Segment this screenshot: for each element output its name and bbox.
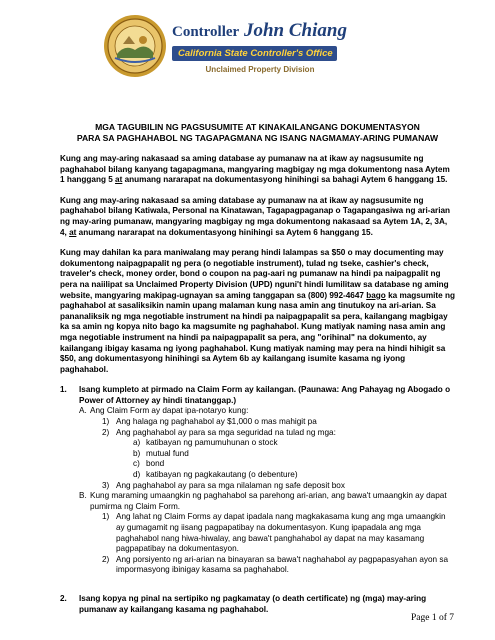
document-body <box>60 122 455 615</box>
p3-underlined: bago <box>366 290 386 300</box>
subitem-text: katibayan ng pamumuhunan o stock <box>146 438 278 448</box>
subitem-marker: A. <box>79 406 87 416</box>
subitem-text: Kung maraming umaangkin ng paghahabol sa parehong ari-arian, ang bawa't umaangkin ay dapat pumirma ng Claim Form. <box>90 491 447 511</box>
office-banner <box>172 46 337 61</box>
subitem-marker: b) <box>133 448 141 458</box>
p2-text-a: Kung ang may-aring nakasaad sa aming database ay pumanaw na at ikaw ay nagsusumite ng paghahabol bilang Katiwala, Personal na Kinatawan, Tagapagpaganap o Tagapangasiwa ng ari-arian ng may-aring pumanaw, mangyaring magbigay ng mga dokumentong nakasaad sa Aytem 1A, 2, 3A, 4, <box>60 195 451 237</box>
subitem-a <box>60 438 455 449</box>
subitem-B2 <box>60 555 455 576</box>
p1-text-b: anumang nararapat na dokumentasyong hinihingi sa bahagi Aytem 6 hanggang 15. <box>122 175 448 185</box>
item-1-subitems <box>60 406 455 576</box>
state-seal-logo <box>103 14 167 78</box>
item-number: 2. <box>60 593 67 603</box>
paragraph-3 <box>60 248 455 375</box>
subitem-marker: 3) <box>102 480 110 490</box>
subitem-A <box>60 406 455 417</box>
subitem-marker: 2) <box>102 554 110 564</box>
subitem-A3 <box>60 481 455 492</box>
subitem-text: Ang porsiyento ng ari-arian na binayaran sa bawa't naghahabol ay pagpapasyahan ayon sa impormasyong ibinigay kasama sa paghahabol. <box>116 554 449 575</box>
p3-text-a: Kung may dahilan ka para maniwalang may perang hindi lalampas sa $50 o may documenting may dokumentong naipagpapalit ng pera (o negotiable instrument), tulad ng tseke, cashier's check, traveler's check, money order, bond o coupon na pag-aari ng pumanaw na hindi pa naipagpalit ng pera na naiilipat sa Unclaimed Property Division (UPD) nguni't hindi lumilitaw sa database ng aming website, mangyaring makipag-ugnayan sa aming tanggapan sa (800) 992-4647 <box>60 248 449 300</box>
subitem-text: katibayan ng pagkakautang (o debenture) <box>146 470 298 480</box>
subitem-marker: B. <box>79 491 87 501</box>
p2-text-b: anumang nararapat na dokumentasyong hinihingi sa Aytem 6 hanggang 15. <box>76 227 373 237</box>
item-text: Isang kopya ng pinal na sertipiko ng pagkamatay (o death certificate) ng (mga) may-aring pumanaw ay kailangang kasama ng paghahabol. <box>79 593 427 614</box>
p2-underlined: at <box>69 227 77 237</box>
p1-underlined: at <box>115 175 123 185</box>
paragraph-2 <box>60 196 455 238</box>
subitem-marker: 1) <box>102 417 110 427</box>
title-line-2: PARA SA PAGHAHABOL NG TAGAPAGMANA NG ISANG NAGMAMAY-ARING PUMANAW <box>76 133 439 143</box>
subitem-text: Ang paghahabol ay para sa mga nilalaman ng safe deposit box <box>116 480 345 490</box>
subitem-marker: d) <box>133 470 141 480</box>
list-item-1 <box>60 385 455 406</box>
subitem-B1 <box>60 512 455 554</box>
subitem-marker: 2) <box>102 427 110 437</box>
paragraph-1 <box>60 154 455 186</box>
p1-text-a: Kung ang may-aring nakasaad sa aming database ay pumanaw na at ikaw ay nagsusumite ng paghahabol bilang kanyang tagapagmana, mangyaring magbigay ng mga dokumentong nasa Aytem 1 hanggang 5 <box>60 154 450 185</box>
subitem-text: bond <box>146 459 165 469</box>
controller-title <box>172 20 402 43</box>
subitem-b <box>60 449 455 460</box>
subitem-text: Ang paghahabol ay para sa mga seguridad na tulad ng mga: <box>116 427 336 437</box>
subitem-A2 <box>60 428 455 439</box>
controller-logo-text <box>172 20 402 74</box>
title-line-1: MGA TAGUBILIN NG PAGSUSUMITE AT KINAKAILANGANG DOKUMENTASYON <box>95 122 420 132</box>
subitem-A1 <box>60 417 455 428</box>
subitem-d <box>60 470 455 481</box>
p3-text-b: ka magsumite ng paghahabol at sasaliksikin namin upang malaman kung nasa amin ang tinutukoy na ari-arian. Sa pananaliksik ng mga negotiable instrument na hindi pa naipagpapalit sa pera, kailangang magbigay ka sa amin ng kopya nito bago ka magsumite ng paghahabol. Kung matiyak naming nasa amin ang mga negotiable instrument na hindi pa naipagpapalit sa pera, ang "orihinal" na dokumento, ay kailangang ibigay kasama ng iyong paghahabol. Kung matiyak naming may pera na hindi hihigit sa $50, ang dokumentasyong hinihingi sa Aytem 6b ay kailangang isumite kasama ng iyong paghahabol. <box>60 290 455 374</box>
subitem-text: Ang lahat ng Claim Forms ay dapat ipadala nang magkakasama kung ang mga umaangkin ay gumagamit ng iisang pagpapatibay na dokumentasyon. Kung ipapadala ang mga paghahabol nang hiwa-hiwalay, ang bawa't panghahabol ay dapat na may kasamang pagpapatibay na dokumentasyon. <box>116 512 446 554</box>
division-name: Unclaimed Property Division <box>205 65 315 74</box>
item-text: Isang kumpleto at pirmado na Claim Form ay kailangan. (Paunawa: Ang Pahayag ng Abogado o Power of Attorney ay hindi tinatanggap.) <box>79 385 451 405</box>
document-title <box>60 122 455 144</box>
subitem-text: Ang Claim Form ay dapat ipa-notaryo kung: <box>90 406 249 416</box>
subitem-marker: a) <box>133 438 141 448</box>
controller-name: John Chiang <box>243 20 347 41</box>
subitem-text: Ang halaga ng paghahabol ay $1,000 o mas mahigit pa <box>116 417 317 427</box>
page-number: Page 1 of 7 <box>410 613 454 623</box>
item-number: 1. <box>60 385 67 395</box>
list-item-2 <box>60 594 455 615</box>
subitem-c <box>60 459 455 470</box>
subitem-text: mutual fund <box>146 448 189 458</box>
office-name: California State Controller's Office <box>178 48 333 59</box>
subitem-B <box>60 491 455 512</box>
subitem-marker: c) <box>133 459 140 469</box>
controller-word: Controller <box>172 24 240 40</box>
subitem-marker: 1) <box>102 512 110 522</box>
